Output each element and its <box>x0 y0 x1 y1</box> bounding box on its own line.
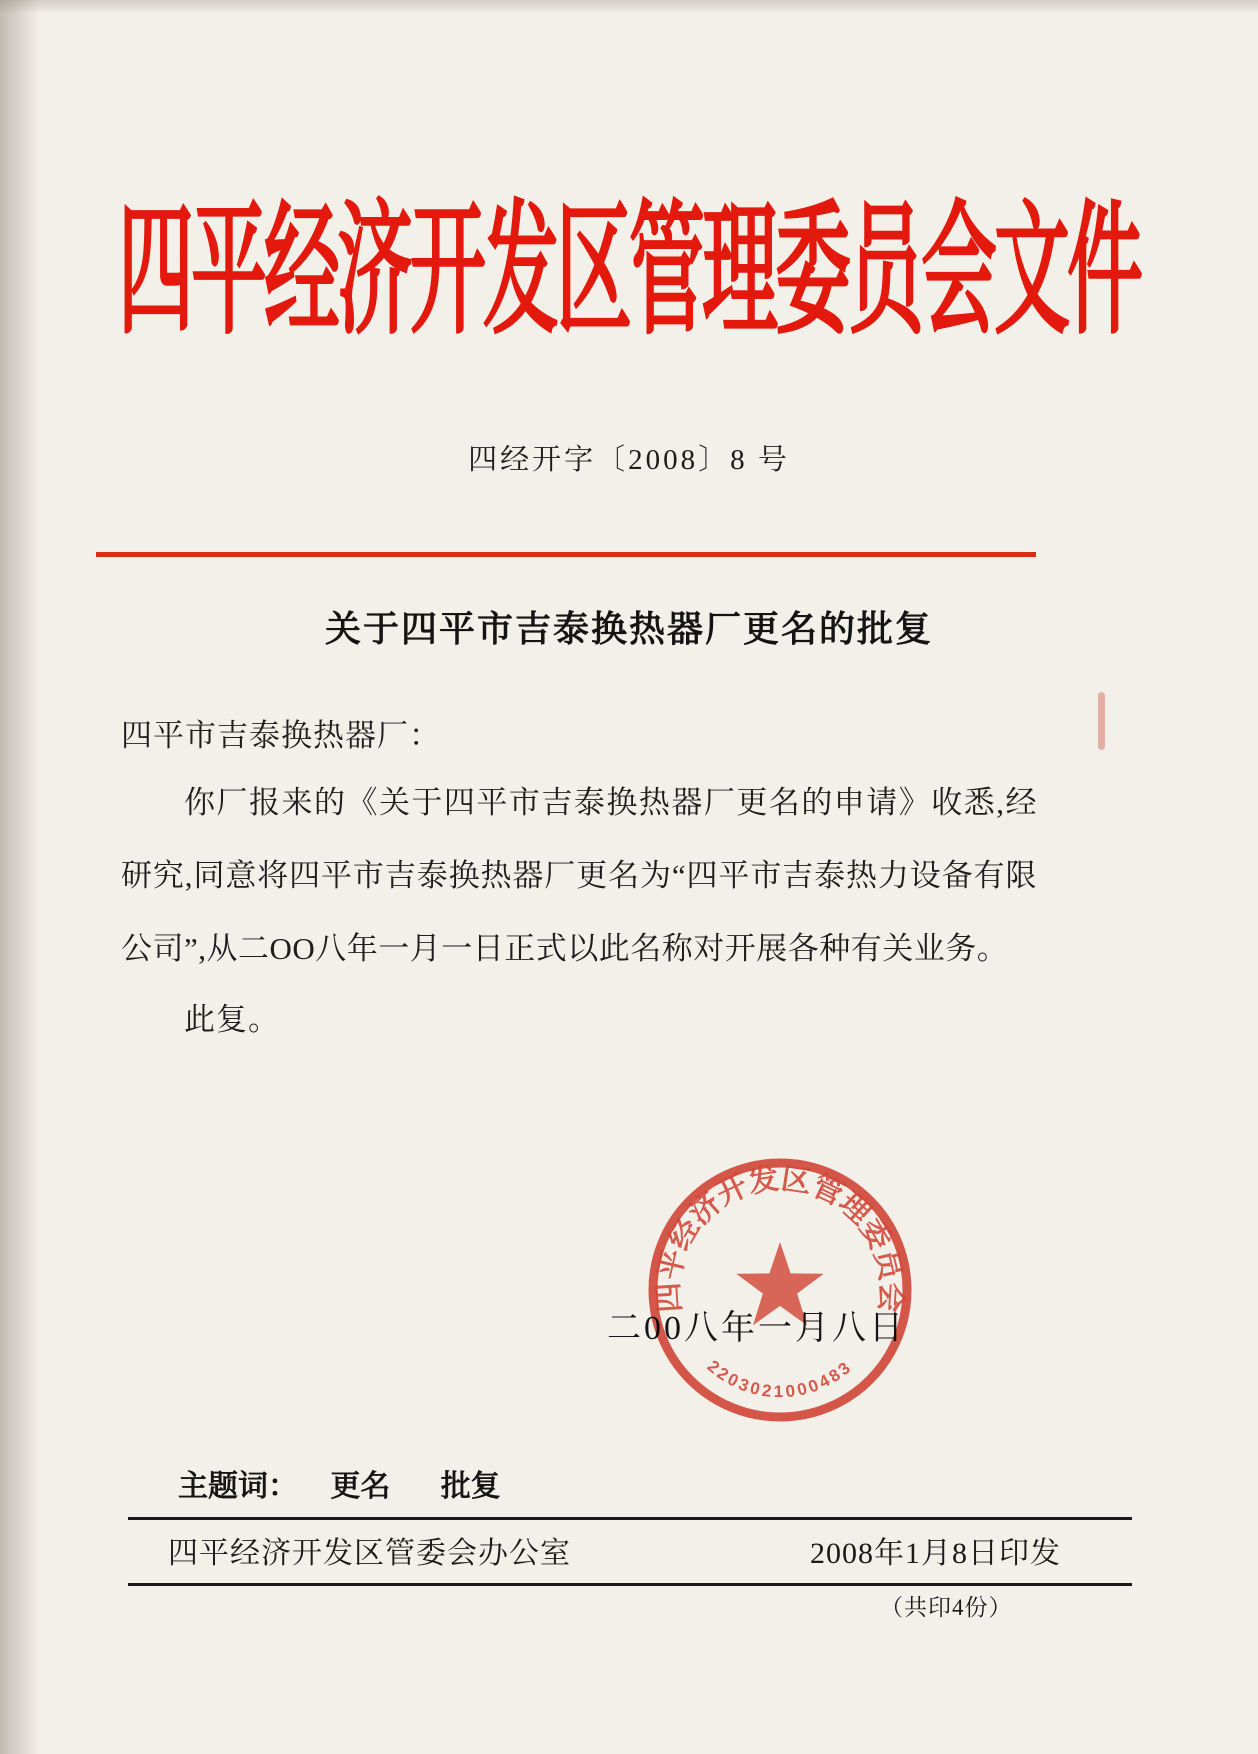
keywords-row <box>178 1461 501 1505</box>
keyword-item: 批复 <box>440 1470 501 1503</box>
star-icon <box>736 1242 823 1325</box>
salutation-line: 四平市吉泰换热器厂： <box>121 718 441 753</box>
red-letterhead-title <box>0 178 1258 353</box>
keyword-item: 更名 <box>330 1470 391 1503</box>
signature-date: 二00八年一月八日 <box>607 1310 906 1347</box>
official-red-seal <box>640 1150 920 1430</box>
seal-serial-number: 2203021000483 <box>703 1356 857 1402</box>
copies-count: （共印4份） <box>880 1595 1013 1620</box>
closing-line: 此复。 <box>184 1002 280 1037</box>
scan-top-edge-shading <box>0 0 1258 14</box>
document-number: 四经开字〔2008〕8 号 <box>468 444 790 476</box>
body-paragraph: 你厂报来的《关于四平市吉泰换热器厂更名的申请》收悉,经研究,同意将四平市吉泰换热器厂更名为“四平市吉泰热力设备有限公司”,从二OO八年一月一日正式以此名称对开展各种有关业务。 <box>121 785 1037 966</box>
org-name-text: 四平经济开发区管理委员会文件 <box>118 192 1140 353</box>
issuing-office: 四平经济开发区管委会办公室 <box>168 1537 571 1570</box>
scan-artifact-red-streak <box>1098 692 1105 750</box>
red-divider-rule <box>96 552 1036 557</box>
seal-ring-text: 四平经济开发区管理委员会 <box>652 1162 908 1314</box>
footer-divider-rule-bottom <box>128 1583 1132 1586</box>
document-title: 关于四平市吉泰换热器厂更名的批复 <box>324 609 933 649</box>
print-date: 2008年1月8日印发 <box>810 1537 1061 1570</box>
footer-divider-rule-top <box>128 1517 1132 1520</box>
keywords-label: 主题词： <box>178 1470 298 1503</box>
svg-text:2203021000483 <box>704 1357 857 1402</box>
